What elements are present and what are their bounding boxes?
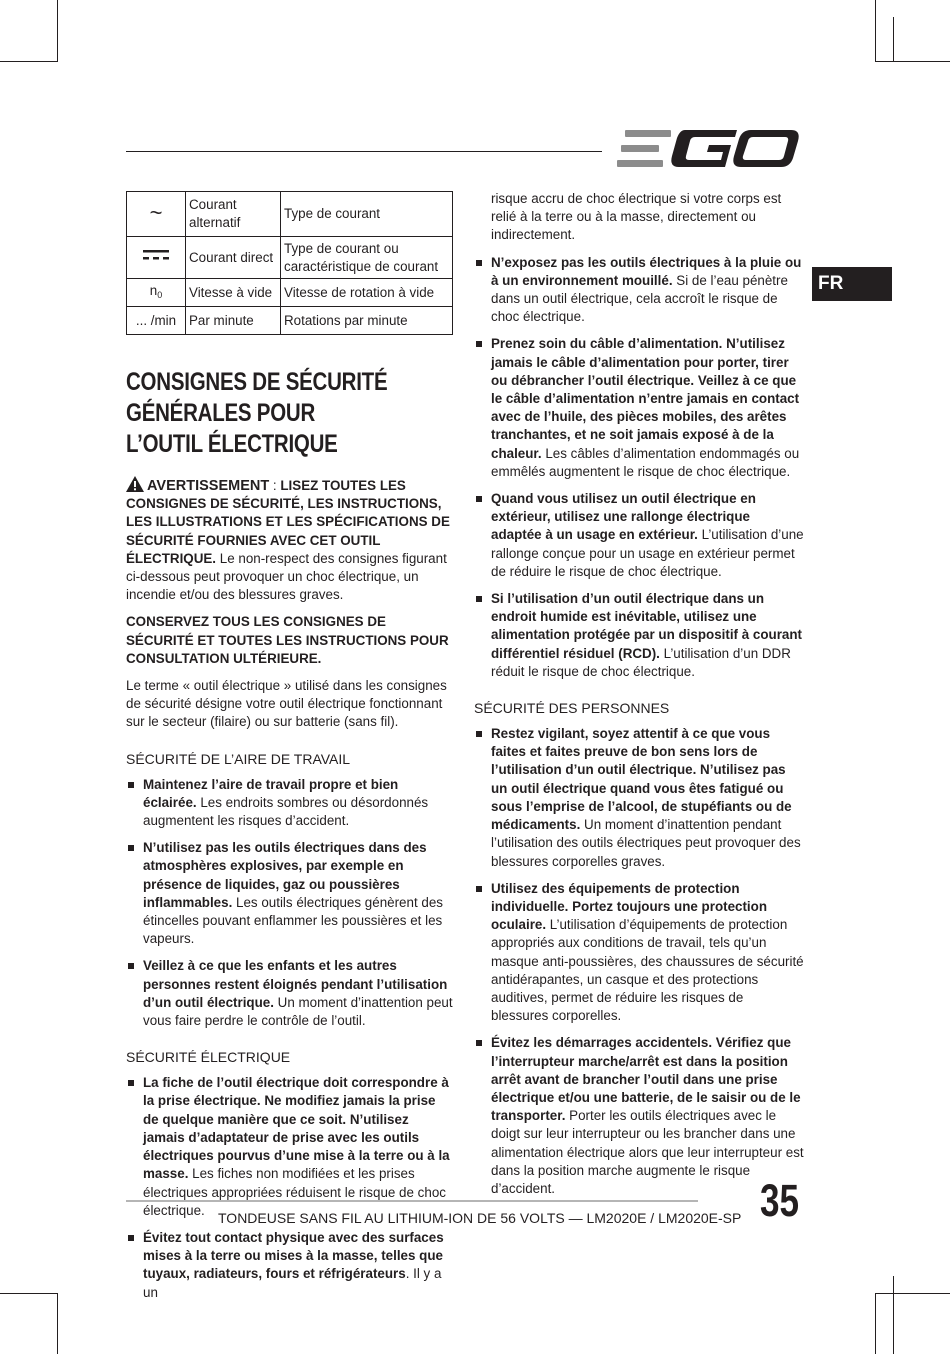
list-item	[474, 590, 804, 681]
ego-logo	[617, 128, 800, 170]
item-bold: Prenez soin du câble d’alimentation. N’utilisez jamais le câble d’alimentation pour porter, tirer ou débrancher l’outil électrique. Veillez à ce que le câble d’alimentation n’entre jamais en contact avec de l’huile, des pièces mobiles, des arêtes tranchantes, et ne soit jamais exposé à de la chaleur.	[491, 336, 800, 461]
crop-mark-tr-v2	[893, 17, 894, 62]
item-text: Un moment d’inattention peut vous faire perdre le contrôle de l’outil.	[143, 994, 453, 1029]
warning-text: Le non-respect des consignes figurant ci-dessous peut provoquer un choc électrique, un incendie et/ou des blessures graves.	[126, 550, 447, 603]
alternating-current-icon: ~	[149, 199, 163, 225]
direct-current-icon	[143, 248, 169, 262]
header-rule	[126, 151, 602, 152]
table-row	[127, 237, 453, 279]
item-bold: Utilisez des équipements de protection individuelle. Portez toujours une protection oculaire.	[491, 880, 768, 933]
electrical-continuation: risque accru de choc électrique si votre corps est relié à la terre ou à la masse, directement ou indirectement.	[491, 191, 782, 243]
table-cell-meaning: Rotations par minute	[281, 307, 453, 335]
table-cell-name: Vitesse à vide	[186, 279, 281, 307]
bullet-icon	[128, 782, 134, 788]
item-text: L’utilisation d’équipements de protection appropriés aux conditions de travail, tels qu’un masque anti-poussières, des chaussures de sécurité antidérapantes, un casque et des protections auditives, permet de réduire les risques de blessures corporelles.	[491, 917, 804, 1024]
table-row	[127, 192, 453, 237]
table-row	[127, 279, 453, 307]
list-item	[474, 254, 804, 327]
warning-triangle-icon	[126, 476, 144, 492]
crop-mark-tr-v	[875, 0, 876, 62]
item-text: Les outils électriques génèrent des étincelles pouvant enflammer les poussières et les vapeurs.	[143, 894, 443, 947]
warning-bold: LISEZ TOUTES LES CONSIGNES DE SÉCURITÉ, LES INSTRUCTIONS, LES ILLUSTRATIONS ET LES SPÉCIFICATIONS DE SÉCURITÉ FOURNIES AVEC CET OUTIL ÉLECTRIQUE.	[126, 478, 450, 566]
list-item	[474, 725, 804, 871]
table-cell-meaning: Vitesse de rotation à vide	[281, 279, 453, 307]
bullet-icon	[476, 886, 482, 892]
bullet-icon	[128, 845, 134, 851]
bullet-icon	[476, 1040, 482, 1046]
bullet-icon	[476, 496, 482, 502]
bullet-icon	[476, 596, 482, 602]
conserve-text: CONSERVEZ TOUS LES CONSIGNES DE SÉCURITÉ ET TOUTES LES INSTRUCTIONS POUR CONSULTATION ULTÉRIEURE.	[126, 614, 449, 666]
bullet-icon	[128, 963, 134, 969]
item-text: L’utilisation d’un DDR réduit le risque de choc électrique.	[491, 645, 791, 679]
list-item	[126, 1229, 453, 1302]
item-bold: Restez vigilant, soyez attentif à ce que vous faites et faites preuve de bon sens lors de l’utilisation d’un outil électrique. N’utilisez pas un outil électrique quand vous êtes fatigué ou sous l’emprise de l’alcool, de stupéfiants ou de médicaments.	[491, 726, 792, 833]
item-text: Les câbles d’alimentation endommagés ou emmêlés augmentent le risque de choc électrique.	[491, 445, 800, 479]
table-cell-name: Courant alternatif	[186, 192, 281, 237]
warning-colon: :	[269, 478, 281, 493]
bullet-icon	[128, 1080, 134, 1086]
table-cell-meaning: Type de courant	[281, 192, 453, 237]
crop-mark-bl-h	[0, 1293, 58, 1294]
work-area-list	[126, 776, 453, 1031]
definition-paragraph: Le terme « outil électrique » utilisé dans les consignes de sécurité désigne votre outil électrique fonctionnant sur le secteur (filaire) ou sur batterie (sans fil).	[126, 678, 447, 730]
item-bold: Quand vous utilisez un outil électrique en extérieur, utilisez une rallonge électrique adaptée à un usage en extérieur.	[491, 491, 756, 543]
list-item	[474, 880, 804, 1026]
electrical-list	[126, 1074, 453, 1301]
item-bold: Si l’utilisation d’un outil électrique dans un endroit humide est inévitable, utilisez une alimentation protégée par un dispositif à courant différentiel résiduel (RCD).	[491, 591, 802, 661]
item-text: . Il y a un	[143, 1266, 442, 1300]
right-column	[474, 190, 804, 1207]
crop-mark-br-v2	[893, 1276, 894, 1354]
left-column	[126, 191, 453, 1311]
footer-rule	[126, 1200, 698, 1202]
item-text: Porter les outils électriques avec le doigt sur leur interrupteur ou les brancher dans une alimentation électrique alors que leur interrupteur est dans la position marche augmente le risque d’accident.	[491, 1108, 804, 1196]
footer-text: TONDEUSE SANS FIL AU LITHIUM-ION DE 56 VOLTS — LM2020E / LM2020E-SP	[218, 1210, 742, 1226]
warning-label: AVERTISSEMENT	[147, 478, 270, 494]
list-item	[126, 839, 453, 948]
table-cell-name: Courant direct	[186, 237, 281, 279]
table-cell-meaning: Type de courant ou caractéristique de courant	[281, 237, 453, 279]
item-text: Un moment d’inattention pendant l’utilisation des outils électriques peut provoquer des blessures corporelles graves.	[491, 817, 801, 869]
conserve-paragraph	[126, 613, 453, 668]
section-title-line1: CONSIGNES DE SÉCURITÉ GÉNÉRALES POUR	[126, 368, 388, 427]
item-bold: Évitez les démarrages accidentels. Vérifiez que l’interrupteur marche/arrêt est dans la position arrêt avant de brancher l’outil dans une prise électrique et/ou une batterie, de le saisir ou de le transporter.	[491, 1035, 801, 1124]
list-item	[126, 776, 453, 831]
section-title	[126, 367, 454, 460]
section-title-line2: L’OUTIL ÉLECTRIQUE	[126, 430, 338, 458]
table-cell-symbol	[127, 237, 186, 279]
item-bold: Veillez à ce que les enfants et les autres personnes restent éloignés pendant l’utilisation d’un outil électrique.	[143, 958, 448, 1010]
warning-paragraph	[126, 476, 453, 604]
item-text: Si de l’eau pénètre dans un outil électrique, cela accroît le risque de choc électrique.	[491, 272, 788, 325]
table-cell-symbol: ... /min	[127, 307, 186, 335]
item-text: Les endroits sombres ou désordonnés augmentent les risques d’accident.	[143, 794, 429, 829]
personal-list	[474, 725, 804, 1198]
bullet-icon	[128, 1235, 134, 1241]
electrical-heading: SÉCURITÉ ÉLECTRIQUE	[126, 1049, 291, 1066]
item-bold: Maintenez l’aire de travail propre et bien éclairée.	[143, 776, 399, 810]
bullet-icon	[476, 260, 482, 266]
list-item	[126, 957, 453, 1030]
work-area-heading: SÉCURITÉ DE L’AIRE DE TRAVAIL	[126, 750, 351, 767]
crop-mark-tr-h	[875, 61, 950, 62]
table-cell-name: Par minute	[186, 307, 281, 335]
crop-mark-br-v	[875, 1293, 876, 1354]
item-text: L’utilisation d’une rallonge conçue pour un usage en extérieur permet de réduire le risque de choc électrique.	[491, 527, 804, 579]
item-bold: N’utilisez pas les outils électriques dans des atmosphères explosives, par exemple en présence de liquides, gaz ou poussières inflammables.	[143, 840, 427, 910]
no-load-speed-subscript: 0	[157, 289, 163, 300]
table-cell-symbol	[127, 279, 186, 307]
item-text: Les fiches non modifiées et les prises électriques appropriées réduisent le risque de choc électrique.	[143, 1166, 446, 1218]
crop-mark-tl-h	[0, 61, 58, 62]
symbols-table	[126, 191, 453, 335]
table-cell-symbol	[127, 192, 186, 237]
crop-mark-br-h	[875, 1293, 950, 1294]
list-item	[474, 490, 804, 581]
bullet-icon	[476, 731, 482, 737]
no-load-speed-symbol: n	[149, 282, 158, 298]
item-bold: Évitez tout contact physique avec des surfaces mises à la terre ou mises à la masse, telles que tuyaux, radiateurs, fours et réfrigérateurs	[143, 1229, 444, 1282]
crop-mark-tl-v	[57, 0, 58, 62]
crop-mark-bl-v	[57, 1293, 58, 1354]
list-item	[474, 1034, 804, 1198]
list-item	[126, 1074, 453, 1220]
page-number: 35	[760, 1175, 800, 1226]
table-row	[127, 307, 453, 335]
item-bold: La fiche de l’outil électrique doit correspondre à la prise électrique. Ne modifiez jamais la prise de quelque manière que ce soit. N’utilisez jamais d’adaptateur de prise avec les outils électriques pourvus d’une mise à la terre ou à la masse.	[143, 1075, 450, 1182]
language-tab: FR	[812, 267, 892, 301]
item-bold: N’exposez pas les outils électriques à la pluie ou à un environnement mouillé.	[491, 254, 802, 288]
electrical-list-continued	[474, 254, 804, 681]
bullet-icon	[476, 341, 482, 347]
personal-heading: SÉCURITÉ DES PERSONNES	[474, 700, 670, 717]
list-item	[474, 335, 804, 481]
